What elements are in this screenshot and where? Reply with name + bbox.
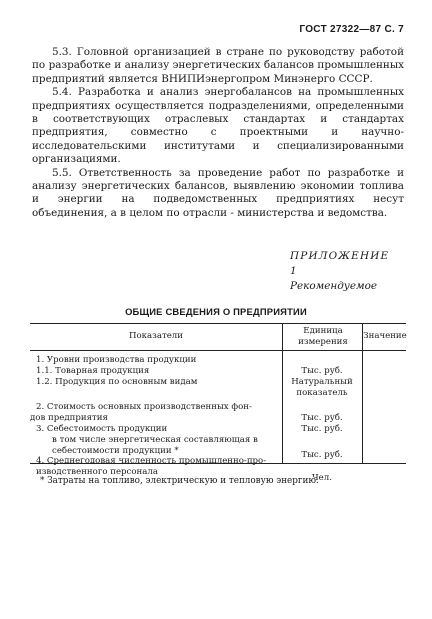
- header-unit: Единица измерения: [282, 324, 363, 350]
- table-row: изводственного персонала: [36, 467, 158, 477]
- unit-cell: Тыс. руб.: [301, 366, 343, 376]
- unit-cell: Тыс. руб.: [301, 413, 343, 423]
- appendix-note: Рекомендуемое: [290, 280, 377, 292]
- table-title: ОБЩИЕ СВЕДЕНИЯ О ПРЕДПРИЯТИИ: [125, 306, 307, 317]
- table-row: 4. Среднегодовая численность промышленно-про-: [36, 456, 267, 466]
- paragraph-5-3: 5.3. Головной организацией в стране по руководству работой по разработке и анализу энергетических балансов промышленных предприятий является ВНИПИэнергопром Минэнерго СССР.: [32, 46, 404, 85]
- unit-cell: Тыс. руб.: [301, 424, 343, 434]
- appendix-label: [290, 249, 400, 294]
- table-row: 1.2. Продукция по основным видам: [36, 377, 198, 387]
- unit-cell: Чел.: [312, 473, 332, 483]
- table-row: в том числе энергетическая составляющая в: [52, 435, 258, 445]
- unit-cell: показатель: [296, 388, 348, 398]
- header-indicators: Показатели: [128, 331, 183, 342]
- table-row: себестоимости продукции *: [52, 446, 179, 456]
- table-row: 1.1. Товарная продукция: [36, 366, 150, 376]
- table-row: 1. Уровни производства продукции: [36, 355, 197, 365]
- footnote: * Затраты на топливо, электрическую и тепловую энергию.: [40, 476, 319, 486]
- table-body: [30, 351, 406, 464]
- info-table: [30, 323, 406, 494]
- appendix-title: ПРИЛОЖЕНИЕ 1: [290, 250, 390, 277]
- body-text: [32, 46, 404, 220]
- table-row: 3. Себестоимость продукции: [36, 424, 168, 434]
- unit-cell: Натуральный: [291, 377, 353, 387]
- table-row: дов предприятия: [30, 413, 108, 423]
- header-value: Значение: [362, 324, 407, 350]
- table-header: [30, 323, 406, 351]
- paragraph-5-5: 5.5. Ответственность за проведение работ по разработке и анализу энергетических балансов, выявлению экономии топлива и энергии на подведомственных предприятиях несут объединения, а в целом по отрасли - министерства и ведомства.: [32, 166, 404, 219]
- unit-cell: Тыс. руб.: [301, 450, 343, 460]
- table-row: 2. Стоимость основных производственных фон-: [36, 402, 252, 412]
- paragraph-5-4: 5.4. Разработка и анализ энергобалансов на промышленных предприятиях осуществляется подразделениями, определенными в соответствующих отраслевых стандартах и стандартах предприятия, совместно с проектными и научно-исследовательскими институтами и специализированными организациями.: [32, 86, 404, 166]
- page-header: ГОСТ 27322—87 С. 7: [299, 24, 404, 35]
- column-divider: [362, 351, 363, 463]
